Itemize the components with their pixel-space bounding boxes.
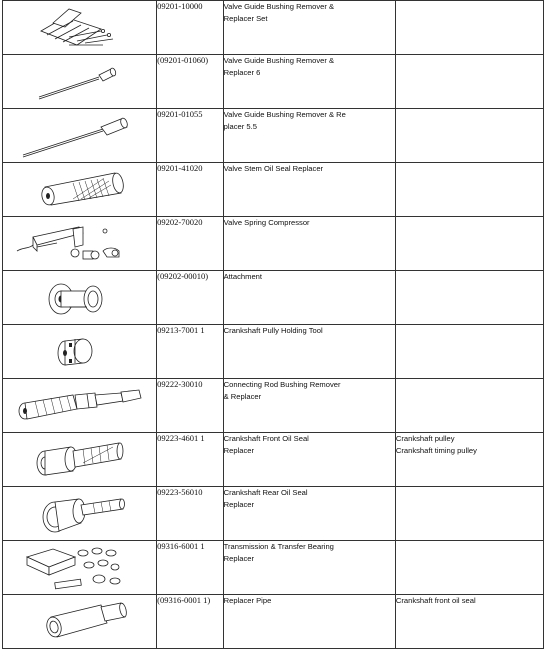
tool-image-cell [3, 271, 157, 325]
tool-name-text: Valve Guide Bushing Remover & Re placer 5.5 [223, 110, 346, 131]
tool-image-cell [3, 379, 157, 433]
table-row [3, 595, 544, 649]
tool-image-cell [3, 325, 157, 379]
bushing-set-icon [3, 1, 155, 54]
tool-name [223, 1, 395, 55]
tool-image-cell [3, 55, 157, 109]
tool-name-text: Connecting Rod Bushing Remover & Replacer [223, 380, 341, 401]
table-row [3, 1, 544, 55]
special-tools-table [2, 0, 544, 649]
tool-name-text: Valve Stem Oil Seal Replacer [223, 164, 324, 173]
part-number: 09223-56010 [157, 487, 223, 541]
part-number: (09201-01060) [157, 55, 223, 109]
tool-note [395, 595, 543, 649]
attachment-icon [3, 271, 155, 324]
part-number: 09213-7001 1 [157, 325, 223, 379]
table-row [3, 325, 544, 379]
table-row [3, 487, 544, 541]
part-number: (09316-0001 1) [157, 595, 223, 649]
tool-image-cell [3, 109, 157, 163]
tool-note [395, 109, 543, 163]
table-row [3, 541, 544, 595]
tool-image-cell [3, 217, 157, 271]
part-number: 09201-01055 [157, 109, 223, 163]
tool-name [223, 487, 395, 541]
tool-note [395, 163, 543, 217]
tool-name [223, 325, 395, 379]
remover-rod-6-icon [3, 55, 155, 108]
tool-name-text: Valve Spring Compressor [223, 218, 310, 227]
tool-name [223, 109, 395, 163]
pully-holding-tool-icon [3, 325, 155, 378]
rod-bushing-tool-icon [3, 379, 155, 432]
part-number: 09222-30010 [157, 379, 223, 433]
tool-name-text: Crankshaft Pully Holding Tool [223, 326, 323, 335]
tool-image-cell [3, 541, 157, 595]
spring-compressor-icon [3, 217, 155, 270]
table-row [3, 109, 544, 163]
tool-image-cell [3, 487, 157, 541]
tool-name-text: Valve Guide Bushing Remover & Replacer Set [223, 2, 335, 23]
part-number: 09223-4601 1 [157, 433, 223, 487]
table-row [3, 379, 544, 433]
part-number: 09201-10000 [157, 1, 223, 55]
table-row [3, 55, 544, 109]
tool-note [395, 487, 543, 541]
tool-note [395, 55, 543, 109]
tool-name-text: Replacer Pipe [223, 596, 272, 605]
part-number: 09316-6001 1 [157, 541, 223, 595]
table-row [3, 163, 544, 217]
front-seal-replacer-icon [3, 433, 155, 486]
tool-name-text: Attachment [223, 272, 263, 281]
tool-note [395, 1, 543, 55]
tool-note [395, 325, 543, 379]
rear-seal-replacer-icon [3, 487, 155, 540]
part-number: 09202-70020 [157, 217, 223, 271]
bearing-replacer-set-icon [3, 541, 155, 594]
tool-note [395, 217, 543, 271]
table-row [3, 217, 544, 271]
tool-image-cell [3, 163, 157, 217]
tool-note [395, 433, 543, 487]
tool-name-text: Valve Guide Bushing Remover & Replacer 6 [223, 56, 335, 77]
tool-image-cell [3, 1, 157, 55]
tool-image-cell [3, 595, 157, 649]
tool-note [395, 271, 543, 325]
tool-name [223, 163, 395, 217]
tool-name-text: Crankshaft Rear Oil Seal Replacer [223, 488, 308, 509]
part-number: (09202-00010) [157, 271, 223, 325]
tool-note [395, 541, 543, 595]
tool-image-cell [3, 433, 157, 487]
tool-note-text: Crankshaft pulley Crankshaft timing pulley [395, 434, 477, 455]
part-number: 09201-41020 [157, 163, 223, 217]
tool-name [223, 217, 395, 271]
table-row [3, 433, 544, 487]
tool-name [223, 595, 395, 649]
table-row [3, 271, 544, 325]
remover-rod-55-icon [3, 109, 155, 162]
replacer-pipe-icon [3, 595, 155, 648]
tool-name [223, 55, 395, 109]
tool-note-text: Crankshaft front oil seal [395, 596, 476, 605]
tool-name [223, 433, 395, 487]
tool-name-text: Crankshaft Front Oil Seal Replacer [223, 434, 309, 455]
tool-name [223, 541, 395, 595]
tool-name [223, 271, 395, 325]
tool-name-text: Transmission & Transfer Bearing Replacer [223, 542, 334, 563]
tool-note [395, 379, 543, 433]
seal-replacer-icon [3, 163, 155, 216]
tool-name [223, 379, 395, 433]
